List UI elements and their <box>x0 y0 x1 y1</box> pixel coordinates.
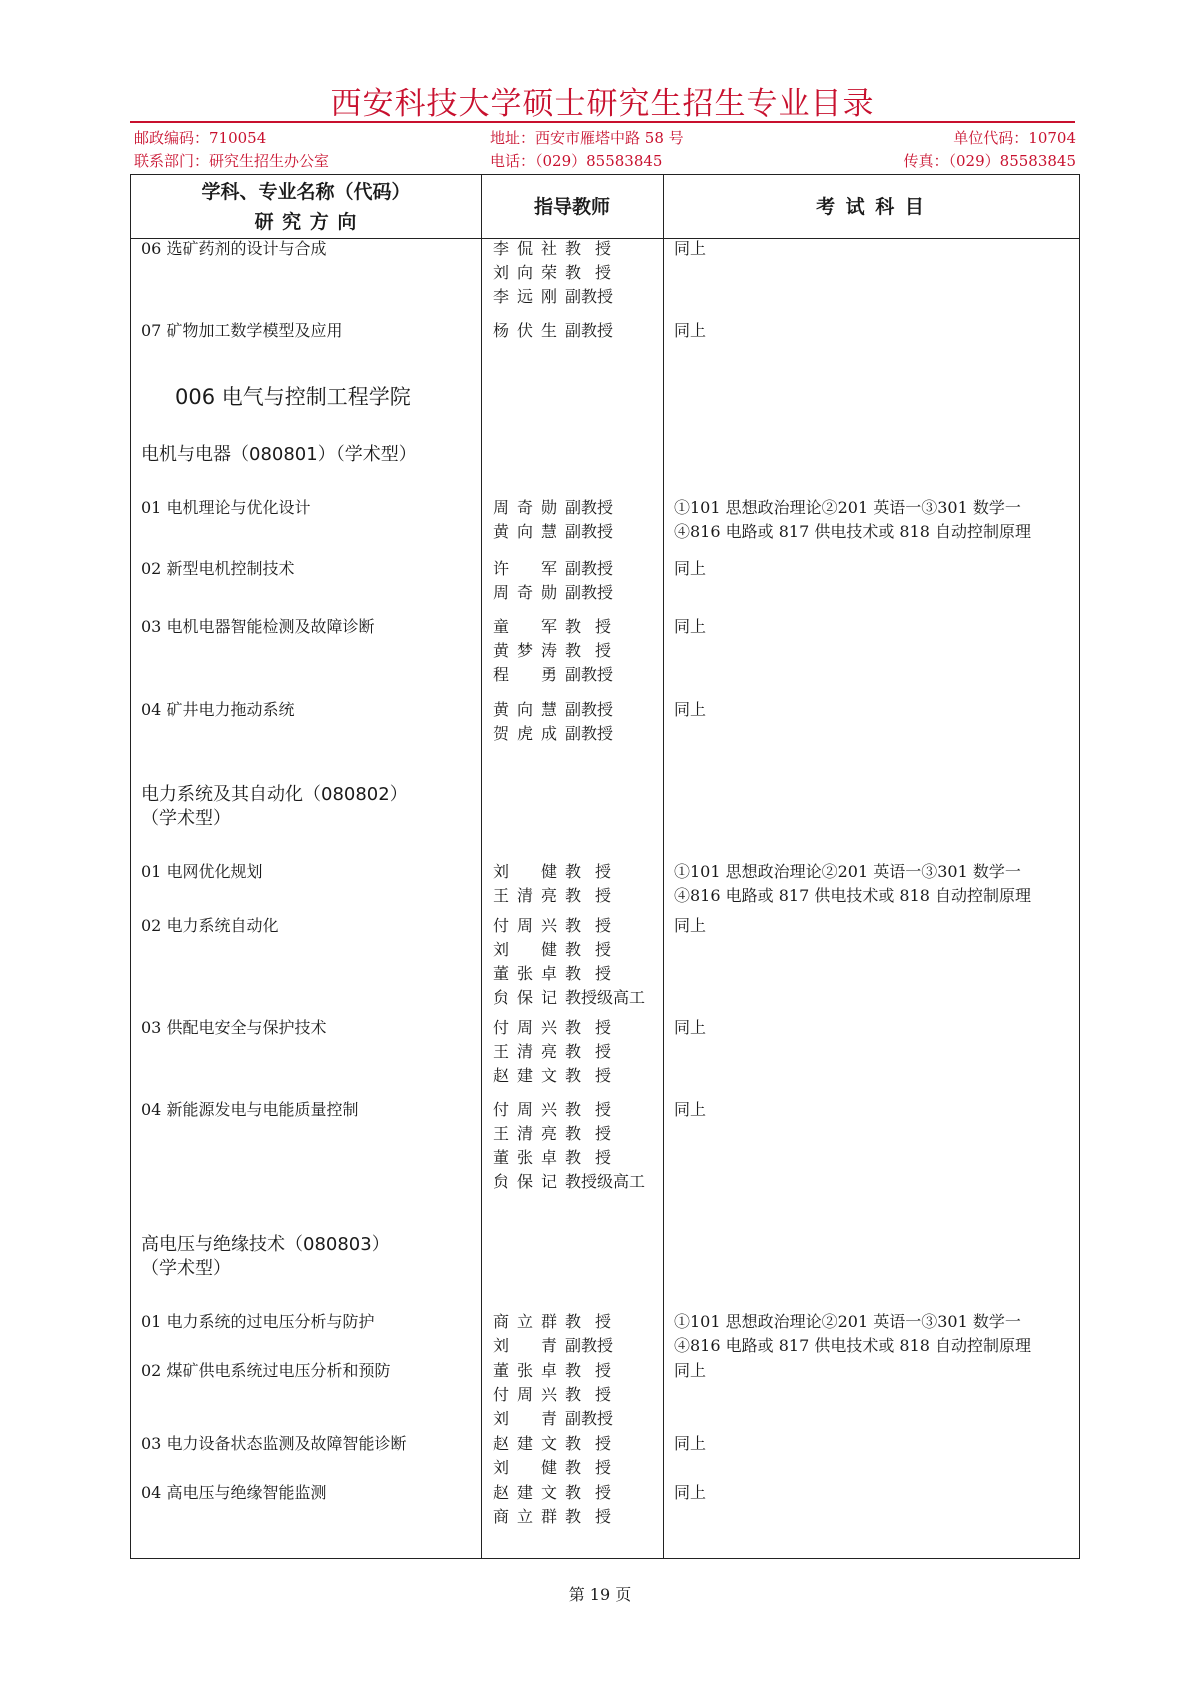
advisor-list <box>493 496 613 544</box>
advisor-name: 程勇 <box>493 665 557 684</box>
advisor <box>493 639 625 663</box>
advisor-title: 教授 <box>565 1434 626 1453</box>
advisor-title: 教授 <box>565 1042 626 1061</box>
exam-subjects <box>674 860 1031 908</box>
advisor <box>493 1310 625 1334</box>
advisor-list <box>493 1310 625 1358</box>
advisor-name: 李侃社 <box>493 239 557 258</box>
advisor <box>493 1481 625 1505</box>
advisor-title: 副教授 <box>565 665 614 684</box>
research-direction: 02 电力系统自动化 <box>141 916 279 935</box>
fax: 传真：（029）85583845 <box>903 152 1076 170</box>
advisor <box>493 615 625 639</box>
advisor <box>493 914 645 938</box>
advisor-title: 副教授 <box>565 522 614 541</box>
header-advisor <box>481 175 663 238</box>
advisor-title: 教授级高工 <box>565 1172 646 1191</box>
advisor-title: 教授 <box>565 239 626 258</box>
exam-line: ④816 电路或 817 供电技术或 818 自动控制原理 <box>674 1336 1032 1355</box>
advisor-title: 副教授 <box>565 559 614 578</box>
advisor <box>493 1146 645 1170</box>
advisor <box>493 1040 625 1064</box>
advisor <box>493 860 625 884</box>
advisor <box>493 1334 625 1358</box>
research-direction: 03 供配电安全与保护技术 <box>141 1018 327 1037</box>
research-direction: 02 新型电机控制技术 <box>141 559 295 578</box>
research-direction: 04 高电压与绝缘智能监测 <box>141 1483 327 1502</box>
advisor <box>493 698 613 722</box>
exam-subjects: 同上 <box>674 1100 707 1119</box>
exam-subjects: 同上 <box>674 1018 707 1037</box>
research-direction: 01 电力系统的过电压分析与防护 <box>141 1312 375 1331</box>
advisor-name: 赵建文 <box>493 1483 557 1502</box>
advisor-name: 黄向慧 <box>493 522 557 541</box>
exam-subjects: 同上 <box>674 321 707 340</box>
college-title: 006 电气与控制工程学院 <box>175 385 411 409</box>
research-direction: 01 电网优化规划 <box>141 862 263 881</box>
advisor-title: 教授 <box>565 1507 626 1526</box>
advisor-list <box>493 557 613 605</box>
research-direction: 04 矿井电力拖动系统 <box>141 700 295 719</box>
exam-line: ④816 电路或 817 供电技术或 818 自动控制原理 <box>674 522 1032 541</box>
document-title: 西安科技大学硕士研究生招生专业目录 <box>330 86 875 122</box>
exam-subjects: 同上 <box>674 1434 707 1453</box>
exam-subjects: 同上 <box>674 700 707 719</box>
advisor-list <box>493 615 625 687</box>
advisor-list <box>493 914 645 1010</box>
advisor-title: 教授 <box>565 862 626 881</box>
advisor <box>493 261 625 285</box>
advisor-title: 教授 <box>565 1483 626 1502</box>
advisor-title: 教授 <box>565 1458 626 1477</box>
advisor-title: 副教授 <box>565 498 614 517</box>
advisor <box>493 557 613 581</box>
advisor <box>493 722 613 746</box>
title-rule <box>130 121 1075 123</box>
advisor-title: 教授 <box>565 1385 626 1404</box>
advisor <box>493 319 613 343</box>
research-direction: 06 选矿药剂的设计与合成 <box>141 239 327 258</box>
advisor-list <box>493 319 613 343</box>
advisor-name: 商立群 <box>493 1507 557 1526</box>
advisor-title: 副教授 <box>565 1409 614 1428</box>
phone: 电话：（029）85583845 <box>490 152 663 170</box>
exam-line: ①101 思想政治理论②201 英语一③301 数学一 <box>674 498 1021 517</box>
advisor-name: 付周兴 <box>493 1385 557 1404</box>
advisor-list <box>493 1481 625 1529</box>
advisor-name: 刘健 <box>493 1458 557 1477</box>
advisor-name: 王清亮 <box>493 1042 557 1061</box>
advisor <box>493 1456 625 1480</box>
advisor-name: 付周兴 <box>493 1018 557 1037</box>
advisor <box>493 1064 625 1088</box>
advisor <box>493 1016 625 1040</box>
column-divider <box>481 175 482 1558</box>
advisor-name: 董张卓 <box>493 964 557 983</box>
advisor <box>493 496 613 520</box>
advisor <box>493 520 613 544</box>
advisor-title: 教授 <box>565 263 626 282</box>
research-direction: 02 煤矿供电系统过电压分析和预防 <box>141 1361 391 1380</box>
advisor-list <box>493 1432 625 1480</box>
advisor-name: 刘青 <box>493 1409 557 1428</box>
advisor-title: 教授 <box>565 1018 626 1037</box>
advisor <box>493 938 645 962</box>
major-title <box>141 783 408 831</box>
advisor <box>493 1383 625 1407</box>
major-title-line1: 高电压与绝缘技术（080803） <box>141 1234 390 1255</box>
exam-subjects: 同上 <box>674 559 707 578</box>
advisor-name: 王清亮 <box>493 1124 557 1143</box>
advisor <box>493 237 625 261</box>
advisor-name: 付周兴 <box>493 916 557 935</box>
advisor-title: 教授 <box>565 940 626 959</box>
advisor <box>493 962 645 986</box>
advisor <box>493 1505 625 1529</box>
exam-line: ④816 电路或 817 供电技术或 818 自动控制原理 <box>674 886 1032 905</box>
advisor <box>493 1098 645 1122</box>
advisor-name: 刘向荣 <box>493 263 557 282</box>
advisor-title: 教授 <box>565 1312 626 1331</box>
advisor-title: 教授 <box>565 916 626 935</box>
research-direction: 03 电力设备状态监测及故障智能诊断 <box>141 1434 407 1453</box>
address: 地址：西安市雁塔中路 58 号 <box>490 129 684 147</box>
advisor-title: 教授 <box>565 617 626 636</box>
advisor-name: 贠保记 <box>493 988 557 1007</box>
page-number: 第 19 页 <box>568 1585 632 1604</box>
advisor-title: 教授 <box>565 641 626 660</box>
header-exam-label: 考 试 科 目 <box>816 195 926 218</box>
exam-subjects: 同上 <box>674 916 707 935</box>
major-title <box>141 1233 390 1281</box>
advisor-list <box>493 237 625 309</box>
advisor-title: 教授 <box>565 1100 626 1119</box>
major-title-line2: （学术型） <box>141 808 231 829</box>
exam-subjects: 同上 <box>674 1361 707 1380</box>
advisor-title: 教授 <box>565 1148 626 1167</box>
advisor-list <box>493 1359 625 1431</box>
advisor <box>493 1407 625 1431</box>
exam-subjects: 同上 <box>674 617 707 636</box>
advisor-title: 教授 <box>565 886 626 905</box>
advisor <box>493 663 625 687</box>
advisor-name: 刘青 <box>493 1336 557 1355</box>
header-advisor-label: 指导教师 <box>533 195 610 218</box>
advisor-name: 付周兴 <box>493 1100 557 1119</box>
advisor <box>493 1170 645 1194</box>
advisor <box>493 1432 625 1456</box>
advisor-name: 黄向慧 <box>493 700 557 719</box>
advisor-name: 赵建文 <box>493 1066 557 1085</box>
advisor-name: 赵建文 <box>493 1434 557 1453</box>
advisor <box>493 581 613 605</box>
advisor-title: 副教授 <box>565 1336 614 1355</box>
advisor-title: 教授 <box>565 1066 626 1085</box>
research-direction: 01 电机理论与优化设计 <box>141 498 311 517</box>
advisor-name: 董张卓 <box>493 1361 557 1380</box>
advisor-name: 周奇勋 <box>493 498 557 517</box>
advisor-list <box>493 698 613 746</box>
header-exam <box>663 175 1079 238</box>
advisor-name: 刘健 <box>493 862 557 881</box>
advisor-name: 贠保记 <box>493 1172 557 1191</box>
exam-subjects <box>674 1310 1031 1358</box>
advisor-name: 贺虎成 <box>493 724 557 743</box>
advisor <box>493 884 625 908</box>
advisor-name: 许军 <box>493 559 557 578</box>
major-title-line1: 电力系统及其自动化（080802） <box>141 784 408 805</box>
advisor-list <box>493 1098 645 1194</box>
unit-code: 单位代码：10704 <box>953 129 1076 147</box>
exam-line: ①101 思想政治理论②201 英语一③301 数学一 <box>674 1312 1021 1331</box>
advisor-title: 副教授 <box>565 700 614 719</box>
research-direction: 07 矿物加工数学模型及应用 <box>141 321 343 340</box>
advisor-name: 商立群 <box>493 1312 557 1331</box>
advisor-name: 董张卓 <box>493 1148 557 1167</box>
advisor <box>493 986 645 1010</box>
major-title-line2: （学术型） <box>141 1258 231 1279</box>
advisor-name: 黄梦涛 <box>493 641 557 660</box>
advisor-name: 刘健 <box>493 940 557 959</box>
advisor-title: 教授级高工 <box>565 988 646 1007</box>
exam-subjects: 同上 <box>674 239 707 258</box>
header-major-line1: 学科、专业名称（代码） <box>201 180 411 203</box>
header-major-line2: 研 究 方 向 <box>254 210 358 233</box>
advisor-list <box>493 1016 625 1088</box>
advisor-name: 童军 <box>493 617 557 636</box>
advisor-name: 李远刚 <box>493 287 557 306</box>
catalog-table <box>130 174 1080 1559</box>
advisor-title: 教授 <box>565 1124 626 1143</box>
advisor <box>493 285 625 309</box>
advisor-title: 副教授 <box>565 583 614 602</box>
column-divider <box>663 175 664 1558</box>
exam-subjects <box>674 496 1031 544</box>
header-major <box>131 175 481 238</box>
advisor <box>493 1122 645 1146</box>
advisor <box>493 1359 625 1383</box>
advisor-name: 杨伏生 <box>493 321 557 340</box>
advisor-title: 副教授 <box>565 321 614 340</box>
advisor-title: 副教授 <box>565 724 614 743</box>
advisor-title: 教授 <box>565 964 626 983</box>
advisor-title: 副教授 <box>565 287 614 306</box>
research-direction: 03 电机电器智能检测及故障诊断 <box>141 617 375 636</box>
advisor-list <box>493 860 625 908</box>
advisor-title: 教授 <box>565 1361 626 1380</box>
major-title: 电机与电器（080801）（学术型） <box>141 444 417 465</box>
advisor-name: 王清亮 <box>493 886 557 905</box>
contact-department: 联系部门：研究生招生办公室 <box>134 152 330 170</box>
exam-line: ①101 思想政治理论②201 英语一③301 数学一 <box>674 862 1021 881</box>
exam-subjects: 同上 <box>674 1483 707 1502</box>
postcode: 邮政编码：710054 <box>134 129 267 147</box>
research-direction: 04 新能源发电与电能质量控制 <box>141 1100 359 1119</box>
advisor-name: 周奇勋 <box>493 583 557 602</box>
